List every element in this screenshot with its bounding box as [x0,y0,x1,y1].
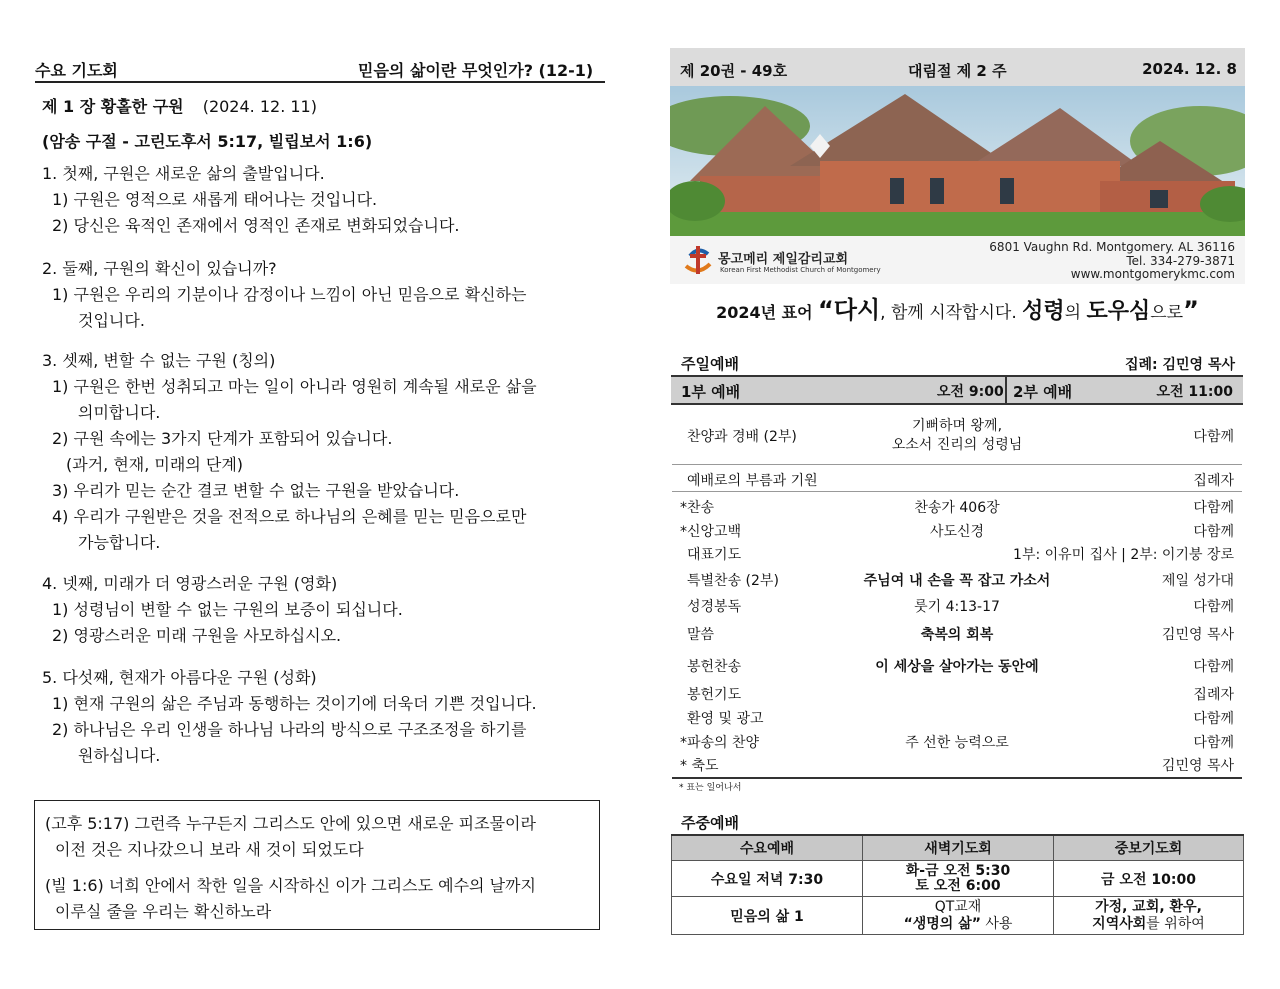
cell-text: 사용 [980,915,1013,932]
order-item: *찬송 [680,500,715,516]
section-point: 1) 현재 구원의 삶은 주님과 동행하는 것이기에 더욱더 기쁜 것입니다. [52,694,537,713]
motto-word: 도우심 [1086,299,1151,324]
verse-line: 이루실 줄을 우리는 확신하노라 [55,902,272,921]
order-content: 이 세상을 살아가는 동안에 [875,659,1039,675]
church-info-band [670,236,1245,284]
weekday-service-title: 주중예배 [681,814,739,832]
order-content: 주 선한 능력으로 [905,735,1009,751]
service-times-bar [671,375,1243,405]
table-cell: 수요일 저녁 7:30 [672,861,863,897]
motto-word: 성령 [1022,299,1065,324]
cell-line: 가정, 교회, 환우, [1095,898,1202,915]
motto-quote-open: “ [818,296,834,324]
cell-line: 화-금 오전 5:30 [905,862,1011,879]
order-row [672,544,1242,566]
order-leader: 다함께 [1193,659,1234,675]
page-header-right: 믿음의 삶이란 무엇인가? (12-1) [358,61,594,80]
order-row [672,684,1242,706]
sunday-service-title: 주일예배 [681,355,739,373]
order-item: *파송의 찬양 [680,735,760,751]
table-cell [863,897,1054,935]
section-point: 1) 구원은 한번 성취되고 마는 일이 아니라 영원히 계속될 새로운 삶을 [52,377,537,396]
order-leader: 제일 성가대 [1161,573,1234,589]
standing-footnote: * 표는 일어나서 [679,783,742,793]
church-name: 몽고메리 제일감리교회 [718,252,849,267]
divider [672,491,1242,492]
order-row [672,656,1242,678]
section-point-cont: 원하십니다. [78,746,161,765]
order-item: 대표기도 [687,547,742,563]
table-cell: 믿음의 삶 1 [672,897,863,935]
verse-line: 이전 것은 지나갔으니 보라 새 것이 되었도다 [55,840,364,859]
section-2 [42,256,602,334]
order-item: 찬양과 경배 (2부) [687,429,797,445]
service-1-label: 1부 예배 [681,383,741,401]
column-header: 중보기도회 [1054,835,1244,861]
church-logo-icon [680,242,716,278]
order-row [672,470,1242,492]
cell-line: 토 오전 6:00 [915,877,1001,894]
order-leader: 다함께 [1193,735,1234,751]
order-item: 예배로의 부름과 기원 [687,473,818,489]
church-website: www.montgomerykmc.com [1070,267,1235,281]
order-leader: 집례자 [1193,473,1234,489]
church-tel: Tel. 334-279-3871 [1126,254,1235,268]
cell-line: QT교재 [934,898,982,915]
order-row [672,418,1242,464]
cell-text: 지역사회 [1092,915,1147,932]
divider [672,464,1242,465]
order-leader: 다함께 [1193,524,1234,540]
section-heading: 3. 셋째, 변할 수 없는 구원 (칭의) [42,351,276,370]
section-point-cont: 것입니다. [78,311,145,330]
chapter-line [42,94,317,117]
section-point: 3) 우리가 믿는 순간 결코 변할 수 없는 구원을 받았습니다. [52,481,460,500]
verse-line: (고후 5:17) 그런즉 누구든지 그리스도 안에 있으면 새로운 피조물이라 [45,814,536,833]
cell-line [863,916,1053,933]
book-title: “생명의 삶” [903,915,981,932]
order-row [672,596,1242,618]
verse-line: (빌 1:6) 너희 안에서 착한 일을 시작하신 이가 그리스도 예수의 날까지 [45,876,536,895]
cell-text: 를 위하여 [1146,915,1205,932]
order-item: 환영 및 광고 [687,711,764,727]
column-header: 수요예배 [672,835,863,861]
order-item: 성경봉독 [687,599,742,615]
order-row [672,521,1242,543]
order-row [672,624,1242,646]
cell-line [1054,916,1243,933]
liturgical-season: 대림절 제 2 주 [908,62,1007,80]
table-row [672,861,1244,897]
order-item: 말씀 [687,627,715,643]
order-content: 오소서 진리의 성령님 [891,437,1023,453]
order-row [672,755,1242,777]
order-row [672,708,1242,730]
chapter-title: 제 1 장 황홀한 구원 [42,97,184,116]
chapter-date: (2024. 12. 11) [202,97,317,116]
section-point: 1) 구원은 영적으로 새롭게 태어나는 것입니다. [52,190,378,209]
column-header: 새벽기도회 [863,835,1054,861]
yearly-motto [670,290,1245,325]
order-content: 주님여 내 손을 꼭 잡고 가소서 [863,573,1051,589]
order-leader: 다함께 [1193,500,1234,516]
motto-word: , 함께 시작합시다. [880,303,1023,323]
section-point: 2) 하나님은 우리 인생을 하나님 나라의 방식으로 구조조정을 하기를 [52,720,527,739]
section-4 [42,571,602,649]
bulletin-date: 2024. 12. 8 [1142,60,1237,78]
order-leader: 다함께 [1193,429,1234,445]
section-heading: 2. 둘째, 구원의 확신이 있습니까? [42,259,277,278]
section-heading: 5. 다섯째, 현재가 아름다운 구원 (성화) [42,668,317,687]
verse-box [34,800,600,930]
service-2-time: 오전 11:00 [1156,384,1233,400]
order-leader: 1부: 이유미 집사 | 2부: 이기붕 장로 [1013,547,1234,563]
memory-verse: (암송 구절 - 고린도후서 5:17, 빌립보서 1:6) [42,132,373,151]
order-leader: 다함께 [1193,599,1234,615]
table-cell [1054,897,1244,935]
order-leader: 집례자 [1193,687,1234,703]
motto-word: 으로 [1150,303,1184,323]
order-content: 기뻐하며 왕께, [911,418,1003,434]
section-1 [42,161,602,239]
divider [672,777,1242,779]
section-3 [42,348,602,556]
section-5 [42,665,602,769]
motto-word: 다시 [833,296,881,324]
section-point: 4) 우리가 구원받은 것을 전적으로 하나님의 은혜를 믿는 믿음으로만 [52,507,527,526]
section-point-cont: 의미합니다. [78,403,161,422]
order-item: 특별찬송 (2부) [687,573,779,589]
service-2-label: 2부 예배 [1013,383,1073,401]
order-item: *신앙고백 [680,524,742,540]
order-item: 봉헌기도 [687,687,742,703]
section-point-cont: (과거, 현재, 미래의 단계) [66,455,244,474]
section-point: 1) 구원은 우리의 기분이나 감정이나 느낌이 아닌 믿음으로 확신하는 [52,285,527,304]
section-point-cont: 가능합니다. [78,533,161,552]
volume-number: 제 20권 - 49호 [680,62,788,80]
section-heading: 1. 첫째, 구원은 새로운 삶의 출발입니다. [42,164,325,183]
service-1-time: 오전 9:00 [937,384,1004,400]
order-row [672,570,1242,592]
church-address: 6801 Vaughn Rd. Montgomery. AL 36116 [989,240,1235,254]
table-row [672,897,1244,935]
order-leader: 다함께 [1193,711,1234,727]
motto-prefix: 2024년 표어 [716,303,813,322]
church-name-en: Korean First Methodist Church of Montgomery [720,266,881,274]
order-row [672,497,1242,519]
order-leader: 김민영 목사 [1161,627,1234,643]
motto-word: 의 [1064,303,1087,323]
section-point: 2) 영광스러운 미래 구원을 사모하십시오. [52,626,342,645]
church-building-painting [670,86,1245,236]
table-cell [863,861,1054,897]
order-item: * 축도 [680,758,719,774]
page-header-left: 수요 기도회 [35,61,118,80]
section-point: 2) 당신은 육적인 존재에서 영적인 존재로 변화되었습니다. [52,216,460,235]
table-header-row [672,835,1244,861]
weekday-services-table [671,834,1244,935]
table-cell: 금 오전 10:00 [1054,861,1244,897]
section-heading: 4. 넷째, 미래가 더 영광스러운 구원 (영화) [42,574,338,593]
order-leader: 김민영 목사 [1161,758,1234,774]
order-content: 축복의 회복 [920,627,994,643]
section-point: 2) 구원 속에는 3가지 단계가 포함되어 있습니다. [52,429,393,448]
motto-quote-close: ” [1183,296,1199,324]
order-content: 룻기 4:13-17 [914,599,1000,615]
order-content: 사도신경 [929,524,985,540]
order-content: 찬송가 406장 [914,500,1000,516]
service-presider: 집례: 김민영 목사 [1124,357,1235,373]
order-item: 봉헌찬송 [687,659,742,675]
order-row [672,732,1242,754]
divider [1005,377,1007,403]
section-point: 1) 성령님이 변할 수 없는 구원의 보증이 되십니다. [52,600,403,619]
header-rule [35,81,605,83]
